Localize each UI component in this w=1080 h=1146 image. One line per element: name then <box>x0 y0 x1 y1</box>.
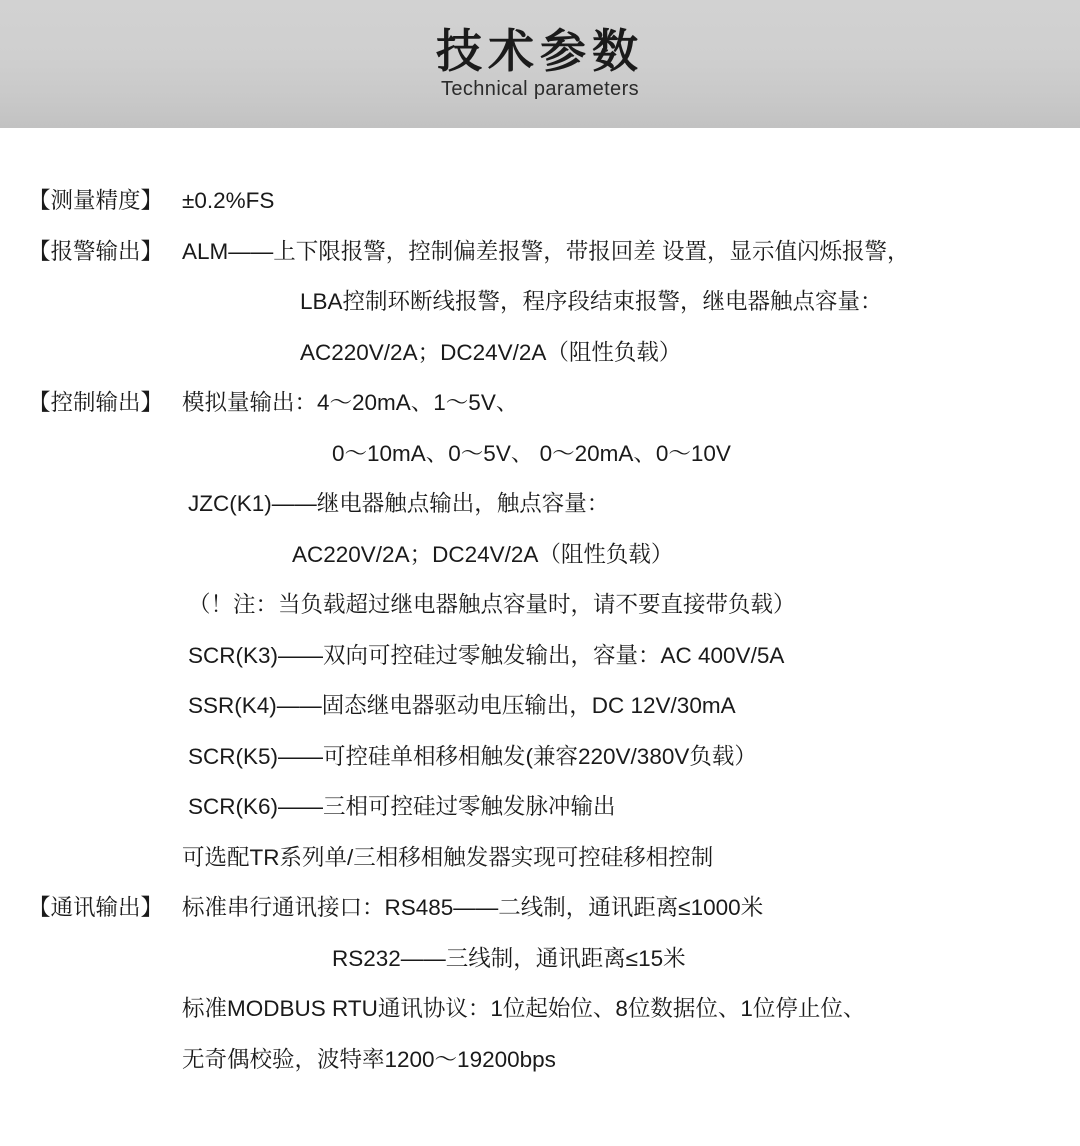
spec-line: AC220V/2A；DC24V/2A（阻性负载） <box>300 339 682 365</box>
spec-line: （！注：当负载超过继电器触点容量时，请不要直接带负载） <box>188 592 796 617</box>
spec-line: 标准串行通讯接口：RS485——二线制，通讯距离≤1000米 <box>182 895 764 920</box>
spec-line: 0～10mA、0～5V、 0～20mA、0～10V <box>332 440 731 466</box>
spec-row-label: 【测量精度】 <box>28 188 164 213</box>
spec-row-value <box>182 392 1080 897</box>
spec-line: 模拟量输出：4～20mA、1～5V、 <box>182 390 519 415</box>
spec-line: RS232——三线制，通讯距离≤15米 <box>332 945 686 971</box>
spec-line: SCR(K5)——可控硅单相移相触发(兼容220V/380V负载） <box>188 743 757 769</box>
spec-line: 可选配TR系列单/三相移相触发器实现可控硅移相控制 <box>182 844 714 870</box>
spec-row-value <box>182 238 1080 393</box>
spec-list <box>0 128 1080 1099</box>
spec-row <box>0 190 1080 241</box>
spec-row <box>0 897 1080 1099</box>
spec-row-label: 【通讯输出】 <box>28 895 164 920</box>
spec-row-label: 【控制输出】 <box>28 390 164 415</box>
spec-row <box>0 392 1080 897</box>
spec-line: ±0.2%FS <box>182 188 275 213</box>
page-banner <box>0 0 1080 128</box>
spec-row-value <box>182 897 1080 1099</box>
spec-row-value <box>182 190 1080 241</box>
page-subtitle: Technical parameters <box>440 77 640 100</box>
page-title: 技术参数 <box>436 25 644 78</box>
spec-row <box>0 238 1080 393</box>
spec-row-label: 【报警输出】 <box>28 238 164 264</box>
spec-line: JZC(K1)——继电器触点输出，触点容量： <box>188 491 610 516</box>
spec-line: LBA控制环断线报警，程序段结束报警，继电器触点容量： <box>300 289 883 314</box>
spec-line: 无奇偶校验，波特率1200～19200bps <box>182 1046 556 1072</box>
spec-line: SCR(K6)——三相可控硅过零触发脉冲输出 <box>188 794 616 819</box>
spec-line: SCR(K3)——双向可控硅过零触发输出，容量：AC 400V/5A <box>188 642 785 668</box>
spec-line: AC220V/2A；DC24V/2A（阻性负载） <box>292 541 674 567</box>
spec-line: 标准MODBUS RTU通讯协议：1位起始位、8位数据位、1位停止位、 <box>182 996 866 1021</box>
spec-line: SSR(K4)——固态继电器驱动电压输出，DC 12V/30mA <box>188 693 736 718</box>
spec-line: ALM——上下限报警，控制偏差报警，带报回差 设置，显示值闪烁报警， <box>182 238 910 264</box>
